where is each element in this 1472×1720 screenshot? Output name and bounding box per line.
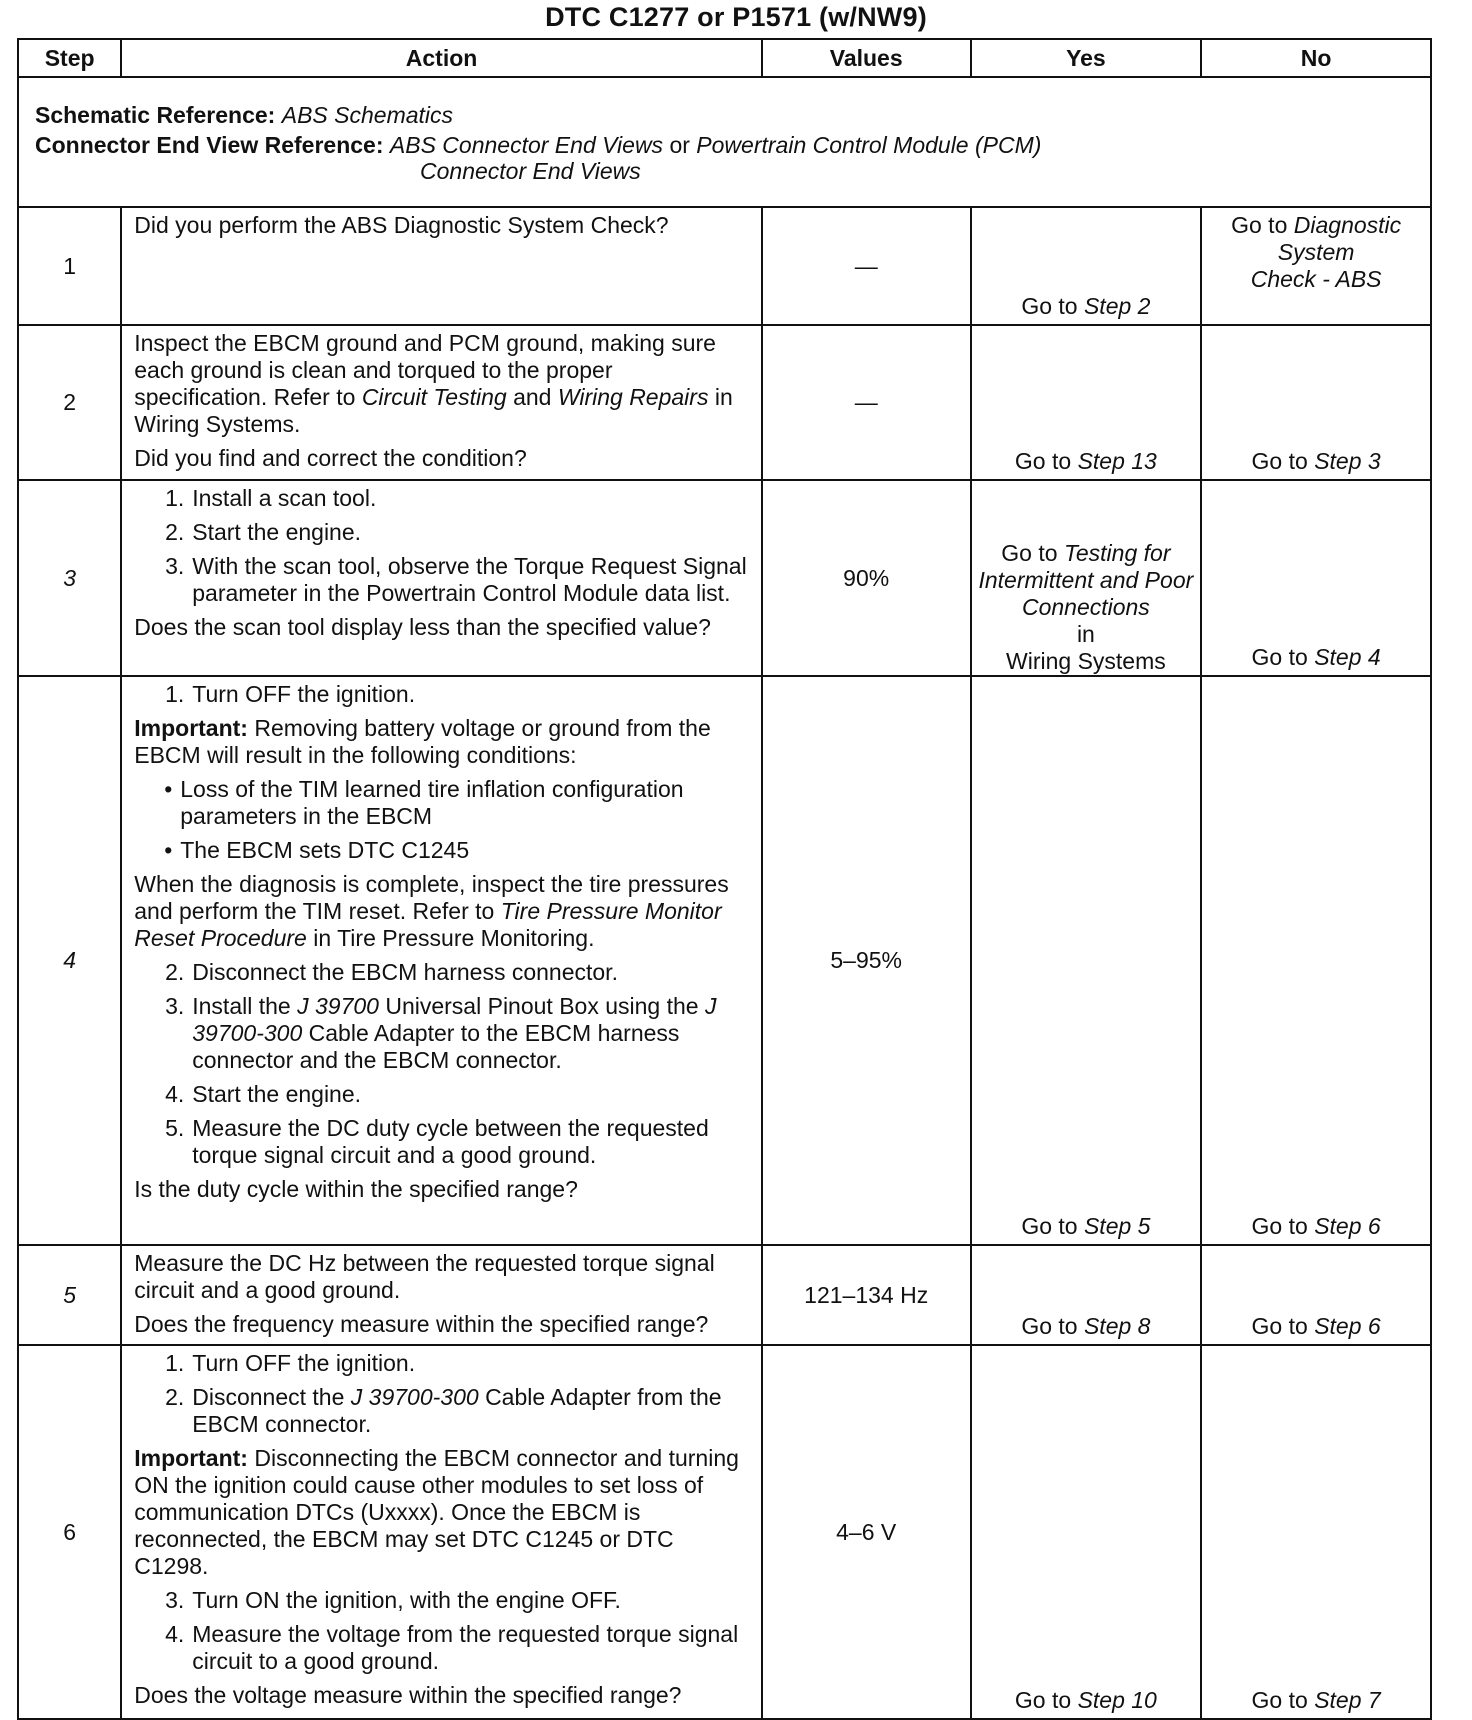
bullet-item [134,776,751,830]
important-note [134,1445,751,1580]
step-number: 5 [18,1245,121,1345]
list-text: Turn ON the ignition, with the engine OFF. [192,1587,621,1613]
header-no: No [1201,39,1431,77]
connector-or: or [669,131,690,158]
list-number: 5. [165,1115,185,1141]
connector-reference [35,132,1416,159]
step-no[interactable] [1201,676,1431,1245]
goto-text: Go to [1014,1687,1072,1713]
list-item [134,1350,751,1377]
step-row-3 [18,480,1431,676]
instruction-text: Inspect the EBCM ground and PCM ground, making sure each ground is clean and torqued to the proper specification. Refer to [134,330,716,410]
list-number: 3. [165,1587,185,1613]
tool-ref[interactable]: J 39700-300 [192,993,717,1046]
list-text: Turn OFF the ignition. [192,681,416,707]
text: Disconnect the [192,1384,345,1410]
header-values: Values [762,39,971,77]
goto-text: Go to [1021,1213,1078,1239]
list-item [134,1384,751,1438]
step-row-5 [18,1245,1431,1345]
important-label: Important: [134,715,248,741]
step-question: Did you perform the ABS Diagnostic System Check? [134,212,669,238]
step-action [121,325,762,480]
connector-link-pcm-cont[interactable]: Connector End Views [420,157,641,184]
list-item [134,1587,751,1614]
goto-text: Go to [1251,1313,1308,1339]
text: Universal Pinout Box using the [385,993,699,1019]
goto-step-link[interactable]: Step 5 [1083,1213,1151,1239]
goto-text: Go to [1001,540,1058,566]
step-no[interactable] [1201,325,1431,480]
step-question: Did you find and correct the condition? [134,445,527,471]
step-number: 3 [18,480,121,676]
reference-row [18,77,1431,207]
important-note [134,715,751,769]
goto-text: Go to [1251,1213,1308,1239]
step-action [121,1345,762,1719]
goto-text: Go to [1231,212,1288,238]
goto-step-link[interactable]: Step 4 [1314,644,1381,670]
note-text: in Tire Pressure Monitoring. [313,925,595,951]
goto-step-link[interactable]: Step 6 [1314,1313,1381,1339]
step-row-2 [18,325,1431,480]
ref-wiring-repairs[interactable]: Wiring Repairs [557,384,709,410]
step-value: 4–6 V [762,1345,971,1719]
step-no[interactable] [1201,1245,1431,1345]
goto-text: Go to [1251,644,1308,670]
step-yes[interactable] [971,1345,1202,1719]
goto-text: Go to [1251,448,1308,474]
list-number: 2. [165,1384,185,1410]
important-label: Important: [134,1445,248,1471]
list-item [134,519,751,546]
step-yes[interactable] [971,325,1202,480]
step-instruction: Measure the DC Hz between the requested torque signal circuit and a good ground. [134,1250,715,1303]
text: Install the [192,993,291,1019]
page-title: DTC C1277 or P1571 (w/NW9) [545,2,927,32]
tool-ref[interactable]: J 39700-300 [350,1384,479,1410]
list-item [134,681,751,708]
list-text: Turn OFF the ignition. [192,1350,416,1376]
list-text [192,993,751,1074]
step-question: Does the scan tool display less than the specified value? [134,614,711,640]
goto-text: Go to [1021,293,1078,319]
step-yes[interactable] [971,1245,1202,1345]
connector-link-abs[interactable]: ABS Connector End Views [389,131,664,158]
important-text: Removing battery voltage or ground from the EBCM will result in the following conditions: [134,715,711,768]
bullet-text: The EBCM sets DTC C1245 [180,837,470,863]
text: Cable Adapter to the EBCM harness connector and the EBCM connector. [192,1020,680,1073]
step-action [121,480,762,676]
list-text: Disconnect the EBCM harness connector. [192,959,618,985]
step-number: 2 [18,325,121,480]
list-number: 3. [165,993,185,1019]
goto-step-link[interactable]: Step 3 [1314,448,1381,474]
goto-step-link[interactable]: Step 10 [1077,1687,1157,1713]
list-number: 1. [165,485,185,511]
connector-label: Connector End View Reference: [35,131,384,158]
step-row-6 [18,1345,1431,1719]
step-number: 1 [18,207,121,325]
step-no[interactable] [1201,480,1431,676]
list-text: Start the engine. [192,1081,362,1107]
ref-tire-pressure-reset[interactable]: Tire Pressure Monitor Reset Procedure [134,898,722,951]
list-number: 4. [165,1621,185,1647]
schematic-reference [35,102,1416,129]
list-number: 1. [165,681,185,707]
goto-in: in [1076,621,1095,647]
goto-text: Go to [1021,1313,1078,1339]
list-text: Measure the voltage from the requested torque signal circuit to a good ground. [192,1621,739,1674]
step-yes[interactable] [971,480,1202,676]
connector-reference-cont [35,158,1416,185]
ref-circuit-testing[interactable]: Circuit Testing [361,384,507,410]
goto-link-line1[interactable]: Diagnostic [1293,212,1402,238]
step-number: 6 [18,1345,121,1719]
list-number: 2. [165,519,185,545]
list-text: Start the engine. [192,519,362,545]
list-item [134,1081,751,1108]
step-action [121,676,762,1245]
list-item [134,553,751,607]
bullet-text: Loss of the TIM learned tire inflation configuration parameters in the EBCM [180,776,684,829]
goto-step-link[interactable]: Step 8 [1083,1313,1151,1339]
header-step: Step [18,39,121,77]
list-item [134,1115,751,1169]
step-value: — [762,207,971,325]
step-yes[interactable] [971,207,1202,325]
note-text: When the diagnosis is complete, inspect the tire pressures and perform the TIM reset. Refer to [134,871,729,924]
list-text: With the scan tool, observe the Torque Request Signal parameter in the Powertrain Control Module data list. [192,553,747,606]
step-number: 4 [18,676,121,1245]
goto-ref-link[interactable]: Testing for Intermittent and Poor Connections [978,540,1194,620]
step-row-4 [18,676,1431,1245]
list-number: 3. [165,553,185,579]
step-value: 5–95% [762,676,971,1245]
bullet-item [134,837,751,864]
reset-note [134,871,751,952]
goto-step-link[interactable]: Step 13 [1077,448,1157,474]
bullet: • [164,776,173,802]
goto-system: Wiring Systems [1006,648,1166,674]
list-item [134,993,751,1074]
reference-cell [18,77,1431,207]
step-value: 90% [762,480,971,676]
header-action: Action [121,39,762,77]
goto-text: Go to [1014,448,1072,474]
goto-link-line3[interactable]: Check - ABS [1250,266,1382,292]
instruction-text: in Wiring Systems. [134,384,733,437]
connector-link-pcm[interactable]: Powertrain Control Module (PCM) [696,131,1042,158]
step-question: Does the frequency measure within the specified range? [134,1311,709,1337]
list-item [134,485,751,512]
goto-step-link[interactable]: Step 2 [1083,293,1151,319]
schematic-label: Schematic Reference: [35,101,276,128]
goto-step-link[interactable]: Step 6 [1314,1213,1381,1239]
header-row [18,39,1431,77]
diagnostic-table [17,38,1432,1720]
list-number: 2. [165,959,185,985]
list-number: 4. [165,1081,185,1107]
list-item [134,1621,751,1675]
step-no[interactable] [1201,207,1431,325]
list-text [192,1384,751,1438]
text: Cable Adapter from the EBCM connector. [192,1384,722,1437]
step-row-1 [18,207,1431,325]
goto-step-link[interactable]: Step 7 [1314,1687,1381,1713]
instruction-text: and [513,384,552,410]
list-item [134,959,751,986]
header-yes: Yes [971,39,1202,77]
step-value: 121–134 Hz [762,1245,971,1345]
step-yes[interactable] [971,676,1202,1245]
step-no[interactable] [1201,1345,1431,1719]
step-value: — [762,325,971,480]
list-text: Measure the DC duty cycle between the requested torque signal circuit and a good ground. [192,1115,709,1168]
list-number: 1. [165,1350,185,1376]
schematic-link[interactable]: ABS Schematics [281,101,454,128]
step-instruction [134,330,751,438]
step-action [121,207,762,325]
goto-link-line2[interactable]: System [1277,239,1355,265]
step-question: Does the voltage measure within the specified range? [134,1682,682,1708]
step-action [121,1245,762,1345]
goto-text: Go to [1251,1687,1308,1713]
step-question: Is the duty cycle within the specified range? [134,1176,578,1202]
list-text: Install a scan tool. [192,485,377,511]
important-text: Disconnecting the EBCM connector and turning ON the ignition could cause other modules to set loss of communication DTCs (Uxxxx). Once the EBCM is reconnected, the EBCM may set DTC C1245 or DTC C1298. [134,1445,739,1579]
tool-ref[interactable]: J 39700 [297,993,379,1019]
bullet: • [164,837,173,863]
